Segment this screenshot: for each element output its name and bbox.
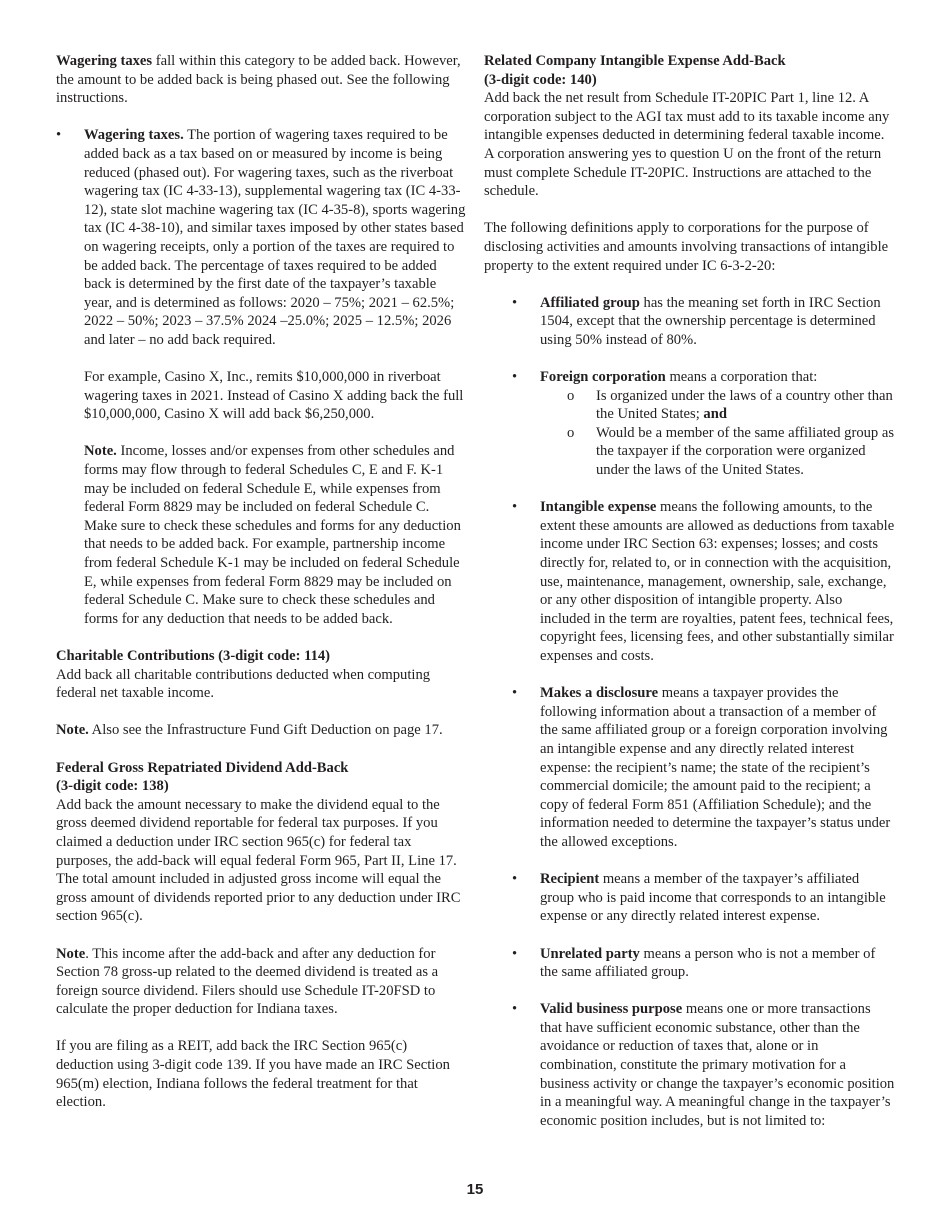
definition-makes-a-disclosure: • Makes a disclosure means a taxpayer provides the following information about a transaction of a member of the same affiliated group or a foreign corporation involving an intangible expense and any directly related interest expense: the recipient’s name; the state of the recipient’s commercial domicile; the amount paid to the recipient; a copy of federal Form 851 (Affiliation Schedule); and the information needed to determine the taxpayer’s status under the allowed exceptions. [484,684,896,851]
page-number: 15 [466,1181,484,1198]
wagering-intro: Wagering taxes fall within this category to be added back. However, the amount to be added back is being phased out. See the following instructions. [56,53,461,107]
reit-text: If you are filing as a REIT, add back the IRC Section 965(c) deduction using 3-digit code 139. If you have made an IRC Section 965(m) election, Indiana follows the federal treatment for that election. [56,1038,450,1111]
foreign-source-note: Note. This income after the add-back and after any deduction for Section 78 gross-up related to the deemed dividend is treated as a foreign source dividend. Filers should use Schedule IT-20FSD to calculate the proper deduction for Indiana taxes. [56,945,439,1018]
wagering-intro-term: Wagering taxes [56,53,153,69]
casino-example: For example, Casino X, Inc., remits $10,000,000 in riverboat wagering taxes in 2021. Instead of Casino X adding back the full $10,000,000, Casino X will add back $6,250,000. [84,369,464,423]
foreign-corporation-subitem: o Is organized under the laws of a country other than the United States; and [484,387,896,424]
definition-valid-business-purpose: • Valid business purpose means one or more transactions that have sufficient economic substance, other than the avoidance or reduction of taxes that, alone or in combination, constitute the primary motivation for a business activity or change the taxpayer’s economic position in a meaningful way. A meaningful change in the taxpayer’s economic position includes, but is not limited to: [484,1000,896,1130]
term-makes-a-disclosure: Makes a disclosure [540,685,659,702]
right-column [484,52,896,1130]
schedules-note: Note. Income, losses and/or expenses from other schedules and forms may flow through to federal Schedules C, E and F. K-1 may be included on federal Schedule E, while expenses from federal Form 8829 may be included on federal Schedule C. Make sure to check these schedules and forms for any deduction that needs to be added back. For example, partnership income from federal Schedule K-1 may be included on federal Schedule E, while expenses from federal Form 8829 may be included on federal Schedule C. Make sure to check these schedules and forms for any deduction that needs to be added back. [84,443,461,627]
term-unrelated-party: Unrelated party [540,945,640,962]
definition-unrelated-party: • Unrelated party means a person who is not a member of the same affiliated group. [484,945,896,982]
repatriated-text: Add back the amount necessary to make the dividend equal to the gross deemed dividend reportable for federal tax purposes. If you claimed a deduction under IRC section 965(c) for federal tax purposes, the add-back will equal federal Form 965, Part II, Line 17. The total amount included in adjusted gross income will equal the gross amount of dividends reported prior to any deduction under IRC section 965(c). [56,796,461,925]
left-column [56,52,466,1112]
note-label: Note [56,945,86,962]
definition-recipient: • Recipient means a member of the taxpayer’s affiliated group who is paid income that corresponds to an intangible expense or any directly related interest expense. [484,870,896,926]
term-affiliated-group: Affiliated group [540,294,640,311]
term-recipient: Recipient [540,871,600,888]
note-label: Note. [56,722,89,739]
wagering-taxes-bullet: • Wagering taxes. The portion of wagering taxes required to be added back as a tax based on or measured by income is being reduced (phased out). For wagering taxes, such as the riverboat wagering tax (IC 4-33-13), supplemental wagering tax (IC 4-33-12), state slot machine wagering tax (IC 4-35-8), sports wagering tax (IC 4-38-10), and similar taxes imposed by other states based on wagering receipts, only a portion of the taxes are required to be added back. The percentage of taxes required to be added back is determined by the first date of the taxpayer’s taxable year, and is determined as follows: 2020 – 75%; 2021 – 62.5%; 2022 – 50%; 2023 – 37.5% 2024 –25.0%; 2025 – 12.5%; 2026 and later – no add back required. [56,126,466,349]
related-company-text: Add back the net result from Schedule IT-20PIC Part 1, line 12. A corporation subject to the AGI tax must add to its taxable income any intangible expenses deducted in determining federal taxable income. A corporation answering yes to question U on the front of the return must complete Schedule IT-20PIC. Instructions are attached to the schedule. [484,90,890,200]
wagering-taxes-term: Wagering taxes. [84,127,184,144]
definition-affiliated-group: • Affiliated group has the meaning set forth in IRC Section 1504, except that the ownership percentage is determined using 50% instead of 80%. [484,294,896,350]
repatriated-heading: Federal Gross Repatriated Dividend Add-Back (3-digit code: 138) [56,759,349,795]
term-intangible-expense: Intangible expense [540,499,657,516]
definition-foreign-corporation: • Foreign corporation means a corporation that: [484,368,896,387]
term-foreign-corporation: Foreign corporation [540,369,666,386]
infrastructure-note: Note. Also see the Infrastructure Fund Gift Deduction on page 17. [56,722,443,739]
related-company-heading: Related Company Intangible Expense Add-Back (3-digit code: 140) [484,53,786,88]
term-valid-business-purpose: Valid business purpose [540,1001,683,1018]
definition-intangible-expense: • Intangible expense means the following amounts, to the extent these amounts are allowed as deductions from taxable income under IRC Section 63: expenses; losses; and costs directly for, related to, or in connection with the acquisition, use, maintenance, management, ownership, sale, exchange, or any other disposition of intangible property. Also included in the term are royalties, patent fees, technical fees, copyright fees, licensing fees, and other substantially similar expenses and costs. [484,498,896,665]
note-label: Note. [84,443,117,460]
charitable-heading: Charitable Contributions (3-digit code: 114) [56,648,331,664]
charitable-text: Add back all charitable contributions deducted when computing federal net taxable income. [56,666,431,702]
definitions-intro: The following definitions apply to corporations for the purpose of disclosing activities and amounts involving transactions of intangible property to the extent required under IC 6-3-2-20: [484,220,889,274]
foreign-corporation-subitem: o Would be a member of the same affiliated group as the taxpayer if the corporation were organized under the laws of the United States. [484,424,896,480]
